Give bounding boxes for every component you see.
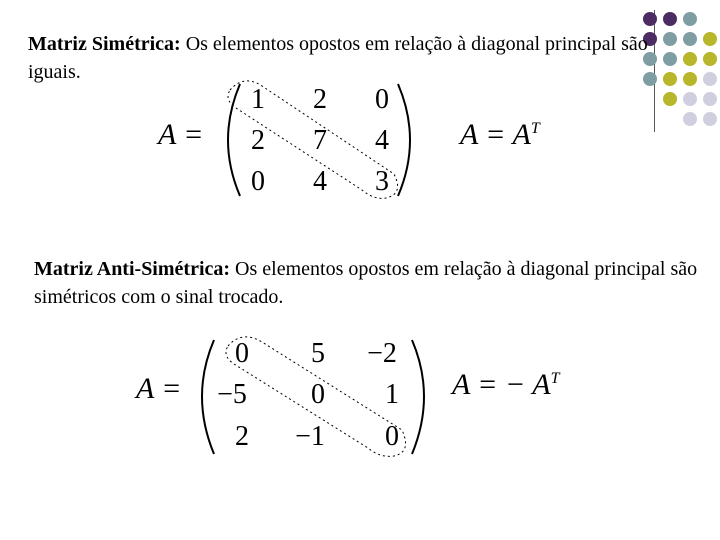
matrix-cell: 0: [251, 166, 265, 197]
matrix-cell: 2: [235, 421, 249, 452]
matrix-cell: −5: [217, 379, 247, 410]
antisymmetric-text: Os elementos opostos em relação à diagonal principal são simétricos com o sinal trocado.: [34, 258, 698, 308]
relation-text: A = A: [460, 118, 531, 151]
left-bracket: [202, 340, 214, 454]
matrix-cell: 5: [311, 338, 325, 369]
matrix-cell: 0: [235, 338, 249, 369]
matrix-cell: 0: [375, 84, 389, 115]
right-bracket: [398, 84, 410, 196]
matrix-cell: 0: [311, 379, 325, 410]
matrix-cell: 3: [375, 166, 389, 197]
matrix-cell: −1: [295, 421, 325, 452]
matrix-cell: 0: [385, 421, 399, 452]
matrix-cell: 4: [375, 125, 389, 156]
symmetric-text: Os elementos opostos em relação à diagonal principal são iguais.: [28, 33, 648, 83]
transpose-superscript: T: [550, 370, 560, 387]
matrix-cell: 1: [251, 84, 265, 115]
matrix-cell: 2: [251, 125, 265, 156]
antisymmetric-lhs: A =: [136, 372, 182, 405]
symmetric-title: Matriz Simétrica:: [28, 33, 181, 55]
matrix-cell: −2: [367, 338, 397, 369]
symmetric-lhs: A =: [158, 118, 204, 151]
diagonal-outline: [226, 337, 406, 456]
matrix-cell: 2: [313, 84, 327, 115]
left-bracket: [228, 84, 240, 196]
diagonal-outline: [228, 81, 398, 198]
antisymmetric-title: Matriz Anti-Simétrica:: [34, 258, 231, 280]
relation-text: A = − A: [452, 368, 551, 401]
matrix-cell: 1: [385, 379, 399, 410]
right-bracket: [412, 340, 424, 454]
transpose-superscript: T: [530, 120, 540, 137]
matrix-cell: 4: [313, 166, 327, 197]
matrix-cell: 7: [313, 125, 327, 156]
